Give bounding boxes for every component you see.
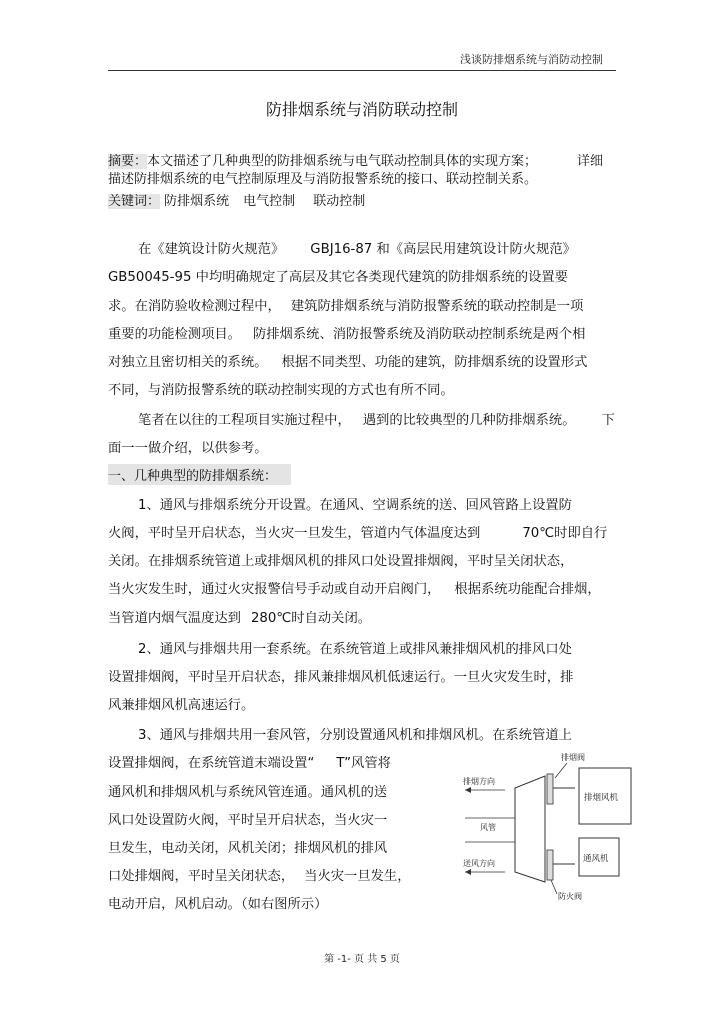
item1-line-3: 关闭。在排烟系统管道上或排烟风机的排风口处设置排烟阀，平时呈关闭状态， [108,554,574,569]
item1-text: 根据系统功能配合排烟， [454,582,601,597]
fire-damper-shape [547,850,553,880]
item3-text: 设置排烟阀，在系统管道末端设置“ [108,756,315,771]
item3-text: T”风管将 [336,756,391,771]
intro-text: 求。在消防验收检测过程中， [108,299,281,314]
t-duct-outline [515,776,545,882]
abstract-line-1 [108,150,603,169]
keyword-item: 电气控制 [243,194,296,209]
item2-line-1: 2、通风与排烟共用一套系统。在系统管道上或排风兼排烟风机的排风口处 [138,642,572,657]
keywords-line [108,190,365,209]
keyword-item: 防排烟系统 [164,194,230,209]
intro-line-4 [108,323,585,342]
duct-diagram [455,748,640,908]
intro-text: 根据不同类型、功能的建筑，防排烟系统的设置形式 [281,355,588,370]
item1-line-1: 1、通风与排烟系统分开设置。在通风、空调系统的送、回风管路上设置防 [138,498,572,513]
item1-text: 当火灾发生时，通过火灾报警信号手动或自动开启阀门， [108,582,441,597]
para2-line-1 [138,409,615,428]
label-supply-direction: 送风方向 [463,859,495,868]
intro-text: 建筑防排烟系统与消防报警系统的联动控制是一项 [290,299,584,314]
item3-line-7: 电动开启，风机启动。（如右图所示） [108,897,328,912]
exhaust-arrow-head [465,787,471,793]
item3-line-1: 3、通风与排烟共用一套风管，分别设置通风机和排烟风机。在系统管道上 [138,728,572,743]
item3-line-6 [108,865,411,884]
page-footer: 第 -1- 页 共 5 页 [324,954,400,965]
intro-line-5 [108,351,587,370]
label-exhaust-fan: 排烟风机 [584,793,619,803]
smoke-valve-shape [547,774,553,804]
abstract-line-2: 描述防排烟系统的电气控制原理及与消防报警系统的接口、联动控制关系。 [108,172,538,187]
header-rule [108,70,616,71]
intro-line-1 [138,238,576,257]
abstract-label: 摘要： [108,154,148,169]
item3-text: 当火灾一旦发生， [304,869,411,884]
item3-line-3: 通风机和排烟风机与系统风管连通。通风机的送 [108,785,388,800]
item1-line-5 [108,607,371,626]
item1-text: 70℃时即自行 [522,526,608,541]
intro-text: 对独立且密切相关的系统。 [108,355,268,370]
item2-line-2: 设置排烟阀，平时呈开启状态，排风兼排烟风机低速运行。一旦火灾发生时，排 [108,670,574,685]
para2-line-2: 面一一做介绍，以供参考。 [108,441,268,456]
item3-line-5: 旦发生，电动关闭，风机关闭；排烟风机的排风 [108,841,388,856]
item1-line-2 [108,522,607,541]
para2-text: 下 [601,413,615,428]
keywords-label: 关键词： [108,194,161,209]
item1-text: 280℃时自动关闭。 [250,611,372,626]
abstract-text-1: 本文描述了几种典型的防排烟系统与电气联动控制具体的实现方案； [147,154,538,169]
item2-line-3: 风兼排烟风机高速运行。 [108,698,255,713]
item1-text: 火阀，平时呈开启状态，当火灾一旦发生，管道内气体温度达到 [108,526,481,541]
section-heading: 一、几种典型的防排烟系统： [108,464,291,485]
para2-text: 笔者在以往的工程项目实施过程中， [138,413,351,428]
running-header: 浅谈防排烟系统与消防动控制 [460,53,603,66]
intro-line-2: GB50045-95 中均明确规定了高层及其它各类现代建筑的防排烟系统的设置要 [108,270,568,285]
item3-line-4: 风口处设置防火阀，平时呈开启状态，当火灾一 [108,813,388,828]
label-exhaust-direction: 排烟方向 [463,777,495,786]
label-fire-damper: 防火阀 [558,892,582,901]
label-smoke-valve: 排烟阀 [561,753,585,762]
intro-line-6: 不同，与消防报警系统的联动控制实现的方式也有所不同。 [108,383,454,398]
keyword-item: 联动控制 [313,194,366,209]
para2-text: 遇到的比较典型的几种防排烟系统。 [362,413,576,428]
leader-line [551,880,557,894]
item3-line-2 [108,752,391,771]
item3-text: 口处排烟阀，平时呈关闭状态， [108,869,295,884]
document-title: 防排烟系统与消防联动控制 [265,100,458,119]
leader-line [555,763,567,778]
intro-text: GBJ16-87 和《高层民用建筑设计防火规范》 [310,242,576,257]
item1-line-4 [108,578,601,597]
intro-text: 在《建筑设计防火规范》 [138,242,285,257]
intro-text: 防排烟系统、消防报警系统及消防联动控制系统是两个相 [252,327,586,342]
label-duct: 风管 [480,823,496,832]
label-vent-fan: 通风机 [583,854,609,864]
intro-line-3 [108,295,583,314]
supply-arrow-head [465,869,471,875]
item1-text: 当管道内烟气温度达到 [108,611,241,626]
abstract-text-1-tail: 详细 [577,154,604,169]
intro-text: 重要的功能检测项目。 [108,327,241,342]
